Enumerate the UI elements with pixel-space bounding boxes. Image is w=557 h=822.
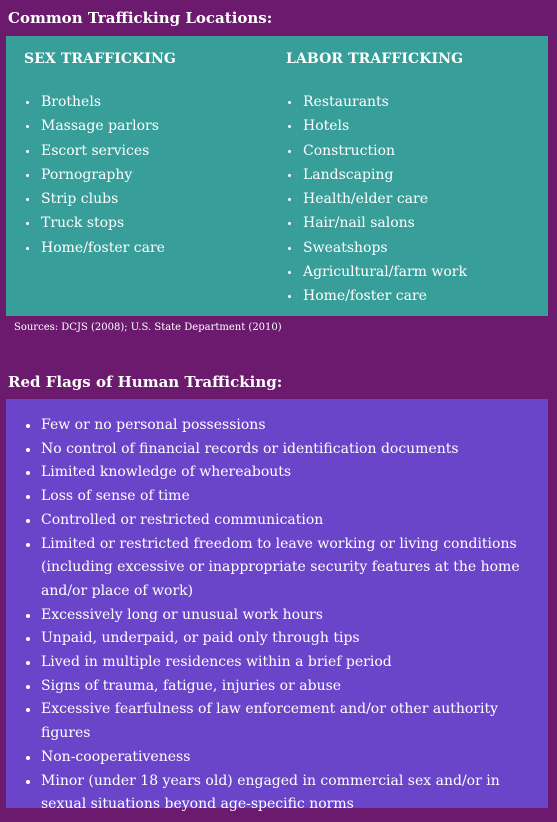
list-item: Excessive fearfulness of law enforcement and/or other authority figures — [24, 698, 539, 745]
labor-trafficking-column — [286, 51, 546, 309]
locations-box — [6, 36, 548, 316]
sex-trafficking-title: SEX TRAFFICKING — [24, 51, 176, 67]
list-item: Home/foster care — [24, 236, 274, 260]
sex-trafficking-column — [24, 51, 274, 260]
list-item: Few or no personal possessions — [24, 414, 539, 438]
red-flags-list — [24, 414, 539, 817]
list-item: Agricultural/farm work — [286, 260, 546, 284]
list-item: Construction — [286, 139, 546, 163]
list-item: Controlled or restricted communication — [24, 509, 539, 533]
list-item: Limited or restricted freedom to leave working or living conditions (including excessive or inappropriate security features at the home and/or place of work) — [24, 533, 539, 604]
labor-trafficking-title: LABOR TRAFFICKING — [286, 51, 464, 67]
sex-trafficking-list — [24, 90, 274, 260]
list-item: Escort services — [24, 139, 274, 163]
list-item: Limited knowledge of whereabouts — [24, 461, 539, 485]
list-item: Excessively long or unusual work hours — [24, 604, 539, 628]
list-item: Unpaid, underpaid, or paid only through tips — [24, 627, 539, 651]
list-item: Brothels — [24, 90, 274, 114]
list-item: Health/elder care — [286, 187, 546, 211]
list-item: Lived in multiple residences within a brief period — [24, 651, 539, 675]
list-item: Home/foster care — [286, 284, 546, 308]
list-item: Sweatshops — [286, 236, 546, 260]
red-flags-heading: Red Flags of Human Trafficking: — [8, 373, 283, 391]
list-item: Landscaping — [286, 163, 546, 187]
list-item: No control of financial records or identification documents — [24, 438, 539, 462]
sources-note: Sources: DCJS (2008); U.S. State Department (2010) — [14, 322, 282, 333]
list-item: Loss of sense of time — [24, 485, 539, 509]
list-item: Pornography — [24, 163, 274, 187]
list-item: Signs of trauma, fatigue, injuries or abuse — [24, 675, 539, 699]
locations-heading: Common Trafficking Locations: — [8, 9, 273, 27]
list-item: Restaurants — [286, 90, 546, 114]
list-item: Truck stops — [24, 211, 274, 235]
list-item: Strip clubs — [24, 187, 274, 211]
list-item: Hotels — [286, 114, 546, 138]
list-item: Hair/nail salons — [286, 211, 546, 235]
list-item: Minor (under 18 years old) engaged in commercial sex and/or in sexual situations beyond age-specific norms — [24, 770, 539, 817]
list-item: Massage parlors — [24, 114, 274, 138]
labor-trafficking-list — [286, 90, 546, 309]
red-flags-box — [6, 399, 548, 813]
list-item: Non-cooperativeness — [24, 746, 539, 770]
